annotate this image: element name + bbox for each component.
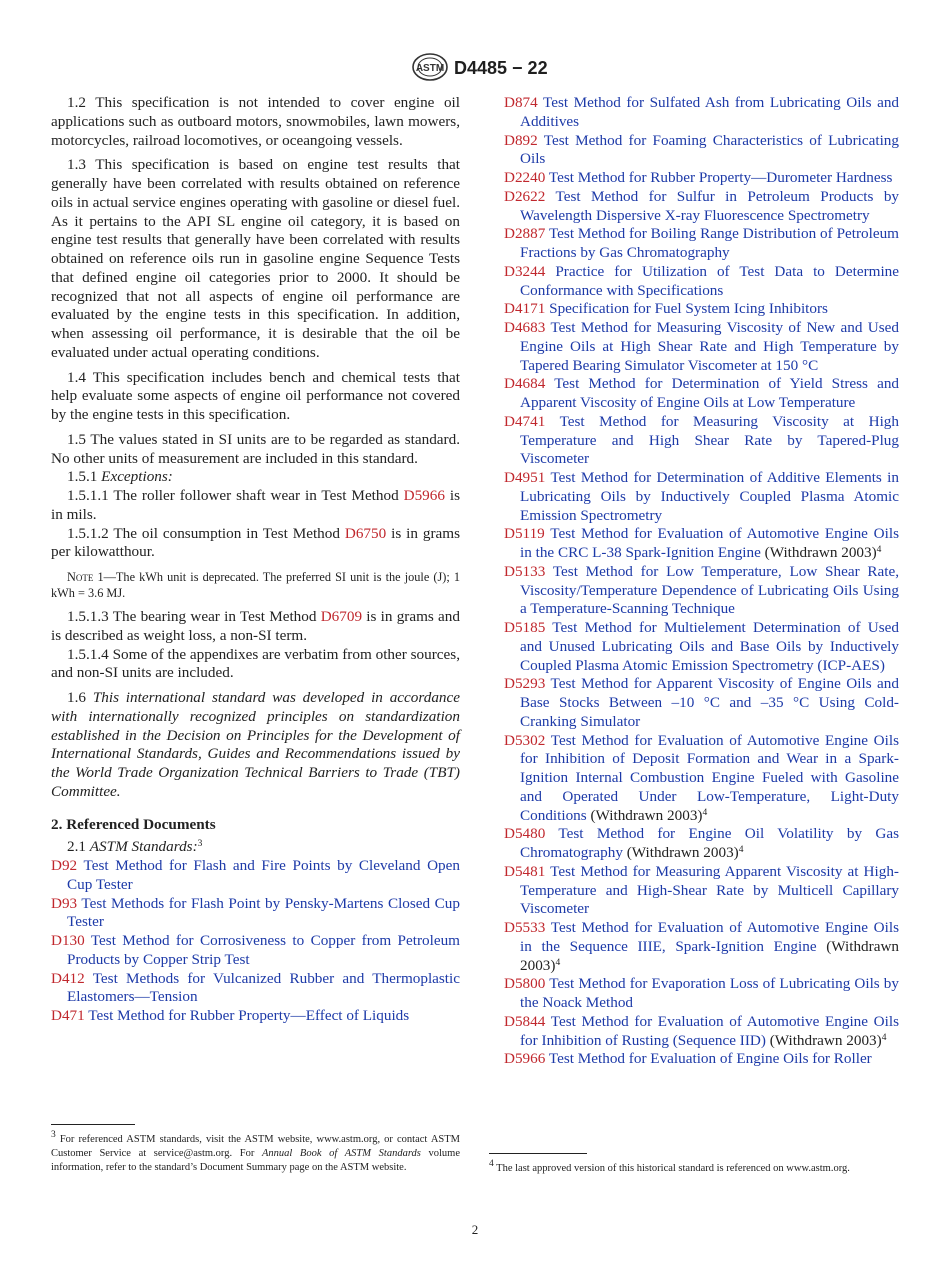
reference-code-link[interactable]: D4951 [504,469,546,486]
reference-item [504,563,899,619]
reference-title-link[interactable]: Test Method for Evaluation of Automotive Engine Oils in the CRC L-38 Spark-Ignition Engine [520,525,899,561]
reference-title-link[interactable]: Test Methods for Flash Point by Pensky-Martens Closed Cup Tester [67,894,460,931]
reference-code-link[interactable]: D2240 [504,169,546,186]
paragraph-1-4: 1.4 This specification includes bench and chemical tests that help evaluate some aspects of engine oil performance not covered by the engine tests in this specification. [51,368,460,423]
reference-item [504,863,899,919]
reference-title-link[interactable]: Test Method for Evaluation of Engine Oils for Roller [548,1050,872,1068]
reference-title-link[interactable]: Practice for Utilization of Test Data to Determine Conformance with Specifications [520,262,899,299]
footnote-marker: 4 [738,845,744,855]
reference-item [504,94,899,132]
reference-title-link[interactable]: Test Method for Evaluation of Automotive Engine Oils for Inhibition of Rusting (Sequence IID) [520,1012,899,1049]
withdrawn-note: (Withdrawn 2003) [760,544,877,561]
reference-title-link[interactable]: Test Method for Determination of Yield Stress and Apparent Viscosity of Engine Oils at Low Temperature [520,375,900,411]
paragraph-1-5-1-1: 1.5.1.1 The roller follower shaft wear in Test Method D5966 is in mils. [51,487,461,523]
reference-code-link[interactable]: D5119 [504,525,545,543]
reference-item [504,975,899,1013]
reference-title-link[interactable]: Test Method for Measuring Viscosity of New and Used Engine Oils at High Shear Rate and High Temperature by Tapered Bearing Simulator Viscometer at 150 °C [520,319,899,374]
reference-title-link[interactable]: Test Method for Rubber Property—Effect of Liquids [88,1007,410,1024]
paragraph-1-3: 1.3 This specification is based on engine test results that generally have been correlated with results obtained on reference oils in actual service engines operating with gasoline or diesel fuel. As it pertains to the API SL engine oil category, it is based on engine test results that generally have been correlated with results obtained on reference oils run in gasoline engine Sequence Tests that defined engine oil categories prior to 2000. It should be recognized that not all aspects of engine oil performance are evaluated by the engine tests in this specification. In addition, when assessing oil performance, it is desirable that the oil be evaluated under actual operating conditions. [51,156,460,361]
reference-item [504,675,899,731]
footnote-rule-right [489,1153,587,1154]
reference-title-link[interactable]: Test Method for Boiling Range Distribution of Petroleum Fractions by Gas Chromatography [520,225,899,261]
reference-item [504,825,899,863]
reference-item [504,469,899,525]
left-column [51,94,460,1026]
reference-code-link[interactable]: D5844 [504,1012,546,1030]
reference-code-link[interactable]: D130 [51,932,85,949]
reference-title-link[interactable]: Test Methods for Vulcanized Rubber and Thermoplastic Elastomers—Tension [67,969,460,1006]
reference-item [504,619,899,675]
reference-code-link[interactable]: D5480 [504,825,546,843]
reference-title-link[interactable]: Test Method for Sulfated Ash from Lubricating Oils and Additives [520,94,900,130]
reference-item [504,319,899,375]
reference-code-link[interactable]: D874 [504,94,538,111]
reference-code-link[interactable]: D5966 [504,1050,546,1068]
reference-title-link[interactable]: Test Method for Multielement Determination of Used and Unused Lubricating Oils and Base Oils by Inductively Coupled Plasma Atomic Emission Spectrometry (ICP-AES) [520,619,899,674]
withdrawn-note: (Withdrawn 2003) [586,806,703,824]
reference-item [504,525,899,563]
reference-item [504,375,899,413]
reference-item [51,857,460,895]
paragraph-1-2: 1.2 This specification is not intended to cover engine oil applications such as outboard motors, snowmobiles, lawn mowers, motorcycles, railroad locomotives, or oceangoing vessels. [51,94,460,149]
reference-item [51,1007,460,1026]
reference-code-link[interactable]: D4741 [504,412,546,430]
footnote-rule-left [51,1124,135,1125]
reference-code-link[interactable]: D5293 [504,675,546,693]
left-reference-list [51,857,460,1026]
reference-title-link[interactable]: Test Method for Engine Oil Volatility by Gas Chromatography [520,825,899,861]
reference-code-link[interactable]: D5185 [504,619,546,636]
reference-item [504,1050,899,1069]
footnote-marker: 4 [702,807,708,818]
link-d6750[interactable]: D6750 [344,524,387,542]
reference-code-link[interactable]: D2622 [504,187,546,205]
reference-item [51,970,460,1008]
footnote-marker: 4 [881,1032,887,1043]
svg-text:ASTM: ASTM [415,63,445,74]
link-d5966[interactable]: D5966 [403,487,445,504]
reference-code-link[interactable]: D5133 [504,562,546,580]
reference-title-link[interactable]: Test Method for Evaluation of Automotive Engine Oils for Inhibition of Deposit Formation and Wear in a Spark-Ignition Internal Combustion Engine Fueled with Gasoline and Operated Under Low-Temperature, Light-Duty Conditions [520,731,899,824]
reference-code-link[interactable]: D892 [504,131,538,149]
reference-code-link[interactable]: D4683 [504,319,546,336]
paragraph-2-1: 2.1 ASTM Standards:$^3$ [67,838,203,856]
paragraph-1-5: 1.5 The values stated in SI units are to be regarded as standard. No other units of measurement are included in this standard. [51,430,460,467]
reference-item [504,225,899,263]
footnote-marker: 4 [876,545,882,555]
reference-code-link[interactable]: D2887 [504,225,546,243]
paragraph-1-6: 1.6 This international standard was developed in accordance with internationally recognized principles on standardization established in the Decision on Principles for the Development of International Standards, Guides and Recommendations issued by the World Trade Organization Technical Barriers to Trade (TBT) Committee. [51,689,460,800]
withdrawn-note: (Withdrawn 2003) [520,937,899,974]
reference-title-link[interactable]: Test Method for Determination of Additive Elements in Lubricating Oils by Inductively Coupled Plasma Atomic Emission Spectrometry [520,469,899,524]
footnote-marker: 4 [555,957,561,968]
reference-title-link[interactable]: Test Method for Low Temperature, Low Shear Rate, Viscosity/Temperature Dependence of Lubricating Oils Using a Temperature-Scanning Technique [520,562,900,618]
right-column [504,94,899,1069]
reference-title-link[interactable]: Test Method for Foaming Characteristics of Lubricating Oils [520,131,899,168]
astm-logo-icon [410,52,450,82]
reference-item [504,263,899,301]
paragraph-1-5-1-2: 1.5.1.2 The oil consumption in Test Method D6750 is in grams per kilowatthour. [51,524,460,561]
reference-code-link[interactable]: D92 [51,857,78,874]
paragraph-1-5-1-3: 1.5.1.3 The bearing wear in Test Method D6709 is in grams and is described as weight loss, a non-SI term. [51,608,460,644]
reference-title-link[interactable]: Specification for Fuel System Icing Inhibitors [549,300,828,318]
reference-item [51,932,460,970]
link-d6709[interactable]: D6709 [320,608,363,625]
document-id: D4485 − 22 [454,58,548,78]
reference-item [504,919,899,975]
reference-code-link[interactable]: D3244 [504,262,546,280]
reference-title-link[interactable]: Test Method for Evaluation of Automotive Engine Oils in the Sequence IIIE, Spark-Ignition Engine [520,919,899,955]
reference-code-link[interactable]: D5302 [504,731,546,749]
reference-code-link[interactable]: D471 [51,1007,85,1024]
reference-title-link[interactable]: Test Method for Flash and Fire Points by Cleveland Open Cup Tester [67,857,460,893]
reference-code-link[interactable]: D5533 [504,919,546,936]
withdrawn-note: (Withdrawn 2003) [622,844,739,861]
right-reference-list [504,94,899,1069]
reference-title-link[interactable]: Test Method for Rubber Property—Durometer Hardness [548,169,893,186]
reference-item [504,188,899,226]
reference-title-link[interactable]: Test Method for Corrosiveness to Copper from Petroleum Products by Copper Strip Test [67,932,460,968]
reference-title-link[interactable]: Test Method for Apparent Viscosity of Engine Oils and Base Stocks Between –10 °C and –35 °C Using Cold-Cranking Simulator [520,675,899,730]
reference-code-link[interactable]: D4684 [504,375,546,393]
reference-item [504,732,899,826]
withdrawn-note: (Withdrawn 2003) [765,1031,882,1049]
reference-title-link[interactable]: Test Method for Measuring Apparent Viscosity at High-Temperature and High-Shear Rate by Multicell Capillary Viscometer [520,862,899,918]
section-2-title: 2. Referenced Documents [51,815,216,833]
reference-item [504,169,899,188]
reference-item [504,413,899,469]
reference-code-link[interactable]: D4171 [504,300,546,318]
reference-code-link[interactable]: D412 [51,969,85,987]
footnote-3: $^3$ For referenced ASTM standards, visit the ASTM website, www.astm.org, or contact ASTM Customer Service at service@astm.org. For Annual Book of ASTM Standards volume information, refer to the standard’s Document Summary page on the ASTM website. [51,1130,460,1173]
page-number: 2 [471,1222,479,1237]
paragraph-1-5-1-4: 1.5.1.4 Some of the appendixes are verbatim from other sources, and non-SI units are included. [51,645,460,682]
paragraph-1-5-1: 1.5.1 Exceptions: [67,468,173,486]
reference-item [504,300,899,319]
reference-title-link[interactable]: Test Method for Measuring Viscosity at High Temperature and High Shear Rate by Tapered-Plug Viscometer [520,412,899,468]
reference-item [51,895,460,933]
reference-title-link[interactable]: Test Method for Evaporation Loss of Lubricating Oils by the Noack Method [520,975,899,1011]
page-header [0,56,950,82]
footnote-4: $^4$ The last approved version of this historical standard is referenced on www.astm.org. [489,1159,850,1174]
reference-item [504,132,899,170]
reference-code-link[interactable]: D93 [51,894,78,912]
reference-item [504,1013,899,1051]
reference-title-link[interactable]: Test Method for Sulfur in Petroleum Products by Wavelength Dispersive X-ray Fluorescence Spectrometry [520,187,900,224]
reference-code-link[interactable]: D5481 [504,862,546,880]
reference-code-link[interactable]: D5800 [504,975,546,993]
note-1: Note 1—The kWh unit is deprecated. The preferred SI unit is the joule (J); 1 kWh = 3.6 MJ. [51,570,460,600]
